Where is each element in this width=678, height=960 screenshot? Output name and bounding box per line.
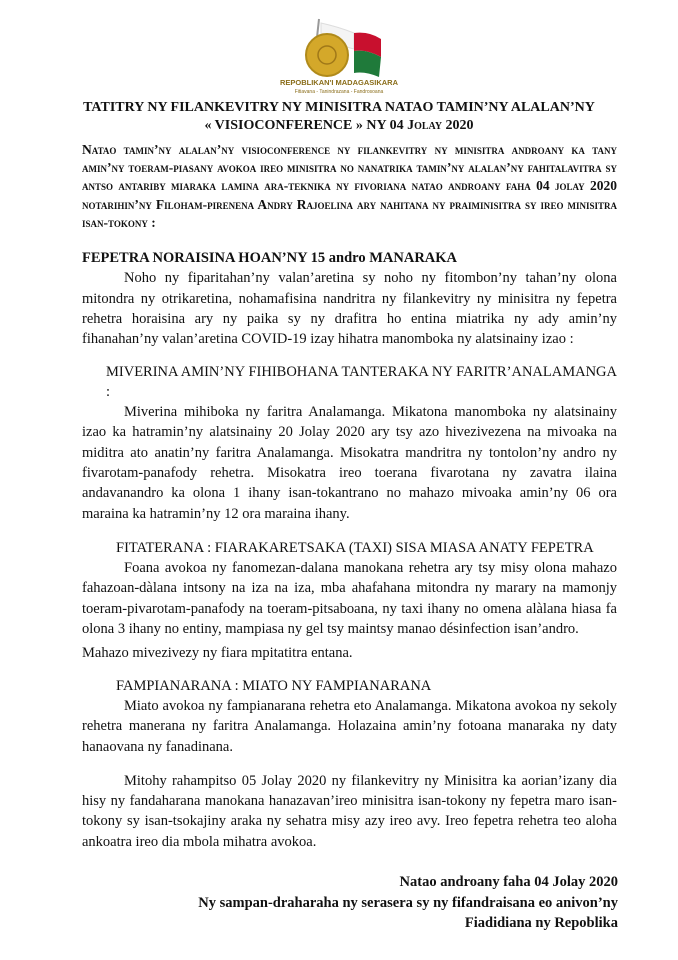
svg-text:REPOBLIKAN'I MADAGASIKARA: REPOBLIKAN'I MADAGASIKARA <box>279 78 399 87</box>
section-extra: Mahazo mivezivezy ny fiara mpitatitra entana. <box>82 645 353 662</box>
section-text: Noho ny fiparitahan’ny valan’aretina sy noho ny fitombon’ny tahan’ny olona mitondra ny otrikaretina, nohamafisina nandritra ny filankevitry ny minisitra ny fepetra rehetra horaisina ary ny paika sy ny drafitra ho entina miatrika ny ady amin’ny fihanahan’ny valan’aretina COVID-19 izay hihatra manomboka ny alatsinainy izao : <box>82 270 617 348</box>
section-measures <box>82 248 617 349</box>
section-heading: FEPETRA NORAISINA HOAN’NY 15 andro MANARAKA <box>82 250 458 267</box>
section-text: Mitohy rahampitso 05 Jolay 2020 ny filankevitry ny Minisitra ka aorian’izany dia hisy ny fandaharana manokana hanazavan’ireo minisitra isan-tokony ny fepetra maro isan-tokony sy isan-tsokajiny araka ny sehatra misy azy ireo avy. Ireo fepetra rehetra teo aloha ankoatra ireo dia mbola mihatra avokoa. <box>82 772 617 850</box>
section-heading: FAMPIANARANA : MIATO NY FAMPIANARANA <box>116 677 432 694</box>
signature-office: Ny sampan-draharaha ny serasera sy ny fifandraisana eo anivon’ny <box>198 894 618 911</box>
intro-paragraph: Natao tamin’ny alalan’ny visioconference ny filankevitry ny minisitra androany ka tany amin’ny toeram-piasany avokoa ireo minisitra no nanatrika tamin’ny alalan’ny fahitalavitra sy antso antariby miaraka lamina ara-teknika ny fivoriana natao androany faha 04 jolay 2020 notarihin’ny Filoham-pirenena Andry Rajoelina ary nahitana ny praiminisitra sy ireo minisitra isan-tokony : <box>82 142 617 230</box>
section-text: Foana avokoa ny fanomezan-dalana manokana rehetra ary tsy misy olona mahazo fahazoan-dàlana intsony na iza na iza, mba ahafahana mitondra ny marary na mamonjy toeram-pivarotam-panafody na toeram-pitsaboana, ny taxi ihany no omena alàlana hiasa fa olona 3 ihany no entiny, mampiasa ny gel tsy maintsy manao désinfection isan’andro. <box>82 560 617 638</box>
section-heading: MIVERINA AMIN’NY FIHIBOHANA TANTERAKA NY FARITR’ANALAMANGA : <box>106 363 617 400</box>
section-heading: FITATERANA : FIARAKARETSAKA (TAXI) SISA MIASA ANATY FEPETRA <box>116 539 594 556</box>
title-line-2: « VISIOCONFERENCE » NY 04 Jolay 2020 <box>204 118 474 133</box>
section-text: Miato avokoa ny fampianarana rehetra eto Analamanga. Mikatona avokoa ny sekoly rehetra manerana ny faritra Analamanga. Holazaina amin’ny fotoana manaraka ny daty hanaovana ny fanadinana. <box>82 697 617 755</box>
section-closing <box>82 771 617 852</box>
section-transport <box>82 538 617 664</box>
svg-text:Fitiavana - Tanindrazana - Fan: Fitiavana - Tanindrazana - Fandrosoana <box>294 89 384 95</box>
signature-presidency: Fiadidiana ny Repoblika <box>464 915 618 932</box>
section-text: Miverina mihiboka ny faritra Analamanga. Mikatona manomboka ny alatsinainy izao ka hatramin’ny alatsinainy 20 Jolay 2020 ary tsy azo hivezivezena na mivoaka na miditra ato anatin’ny faritra Analamanga. Misokatra mandritra ny tontolon’ny andro ny fivarotam-panafody rehetra. Misokatra ireo toerana fivarotana ny zavatra ilaina andavanandro ka olona 1 ihany isan-tokantrano no mahazo mivoaka amin’ny 06 ora maraina ka hatramin’ny 12 ora maraina ihany. <box>82 404 617 522</box>
title-line-1: TATITRY NY FILANKEVITRY NY MINISITRA NATAO TAMIN’NY ALALAN’NY <box>83 100 595 115</box>
section-confinement <box>82 362 617 524</box>
document-title <box>60 99 618 135</box>
republic-logo <box>259 5 419 95</box>
signature-date: Natao androany faha 04 Jolay 2020 <box>399 874 618 891</box>
signature-block <box>60 872 618 934</box>
section-education <box>82 676 617 757</box>
